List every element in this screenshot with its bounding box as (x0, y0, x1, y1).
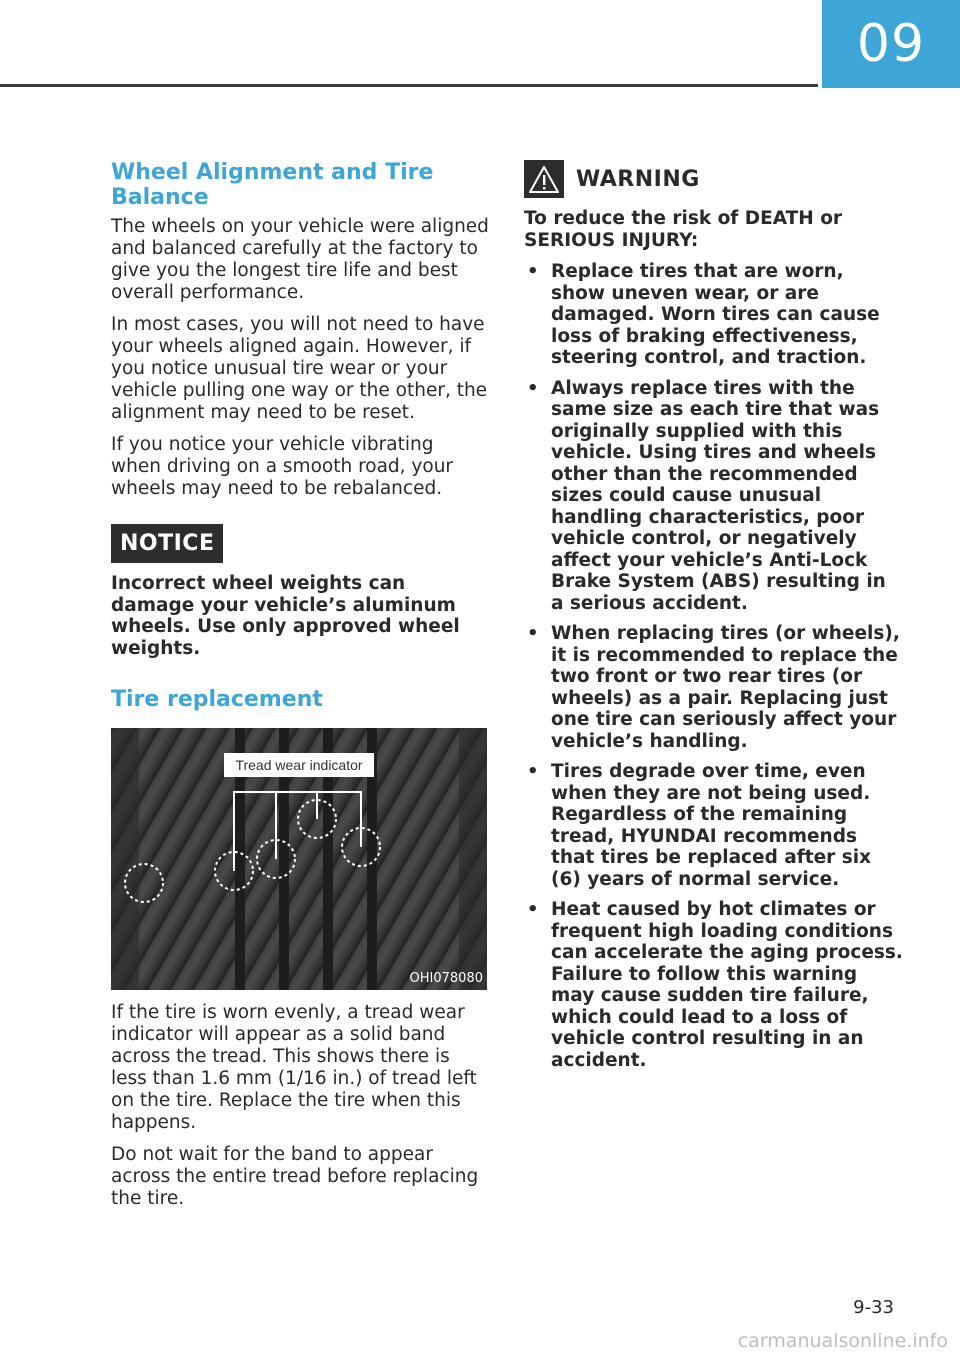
warning-item: • When replacing tires (or wheels), it is recommended to replace the two front or two rear tires (or wheels) as a pair. Replacing just one tire can seriously affect your vehicle’s handling. (524, 623, 904, 752)
paragraph: If you notice your vehicle vibrating when driving on a smooth road, your wheels may need to be rebalanced. (111, 434, 454, 499)
warning-header (524, 160, 904, 198)
warning-item: • Always replace tires with the same size as each tire that was originally supplied with this vehicle. Using tires and wheels other than the recommended sizes could cause unusual handling characteristics, poor vehicle control, or negatively affect your vehicle’s Anti-Lock Brake System (ABS) resulting in a serious accident. (524, 378, 904, 615)
figure-callout-label: Tread wear indicator (235, 757, 363, 773)
warning-item: • Heat caused by hot climates or frequent high loading conditions can accelerate the aging process. Failure to follow this warning may cause sudden tire failure, which could lead to a loss of vehicle control resulting in an accident. (524, 899, 904, 1071)
watermark: carmanualsonline.info (737, 1330, 948, 1352)
figure-code: OHI078080 (409, 971, 483, 986)
notice-badge: NOTICE (111, 524, 223, 563)
paragraph: If the tire is worn evenly, a tread wear indicator will appear as a solid band across the tread. This shows there is less than 1.6 mm (1/16 in.) of tread left on the tire. Replace the tire when this happens. (111, 1002, 477, 1133)
right-column (524, 160, 904, 1080)
warning-intro: To reduce the risk of DEATH or SERIOUS INJURY: (524, 208, 843, 251)
paragraph: The wheels on your vehicle were aligned and balanced carefully at the factory to give you the longest tire life and best overall performance. (111, 216, 489, 303)
section-title-wheel-alignment: Wheel Alignment and Tire Balance (111, 160, 434, 210)
section-title-tire-replacement: Tire replacement (111, 687, 323, 712)
left-column (111, 160, 489, 1220)
paragraph: In most cases, you will not need to have your wheels aligned again. However, if you notice unusual tire wear or your vehicle pulling one way or the other, the alignment may need to be reset. (111, 314, 488, 423)
chapter-tab: 09 (822, 0, 960, 88)
warning-list (524, 261, 904, 1071)
warning-title: WARNING (576, 166, 700, 192)
tire-tread-figure (111, 728, 487, 990)
notice-text: Incorrect wheel weights can damage your vehicle’s aluminum wheels. Use only approved wheel weights. (111, 573, 460, 659)
page-number: 9-33 (853, 1297, 894, 1318)
warning-item: • Replace tires that are worn, show uneven wear, or are damaged. Worn tires can cause loss of braking effectiveness, steering control, and traction. (524, 261, 904, 369)
warning-item: • Tires degrade over time, even when they are not being used. Regardless of the remaining tread, HYUNDAI recommends that tires be replaced after six (6) years of normal service. (524, 761, 904, 890)
warning-triangle-icon (524, 160, 564, 198)
tire-tread-illustration (111, 728, 487, 990)
header-rule (0, 84, 818, 87)
paragraph: Do not wait for the band to appear across the entire tread before replacing the tire. (111, 1144, 479, 1209)
